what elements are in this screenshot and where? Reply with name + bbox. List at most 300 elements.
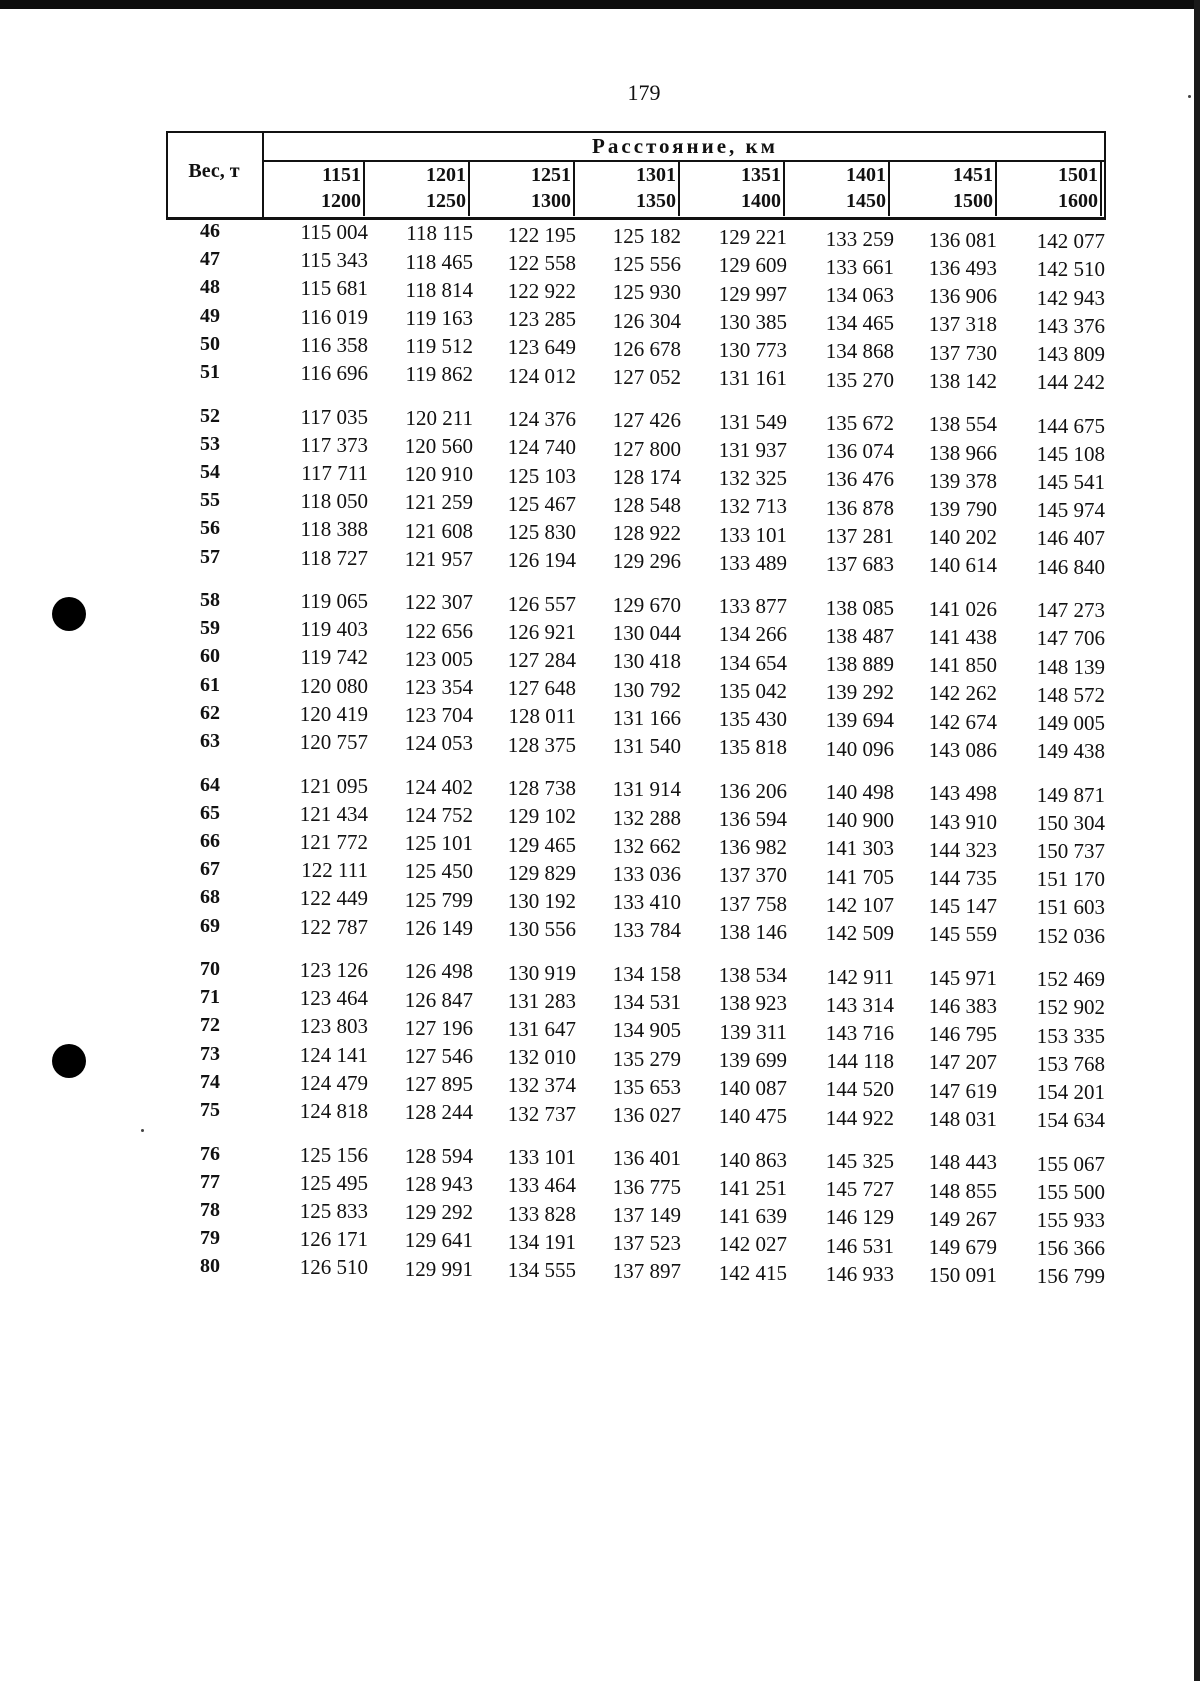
- table-cell: 144 735: [928, 865, 997, 890]
- row-weight: 56: [200, 517, 220, 540]
- row-weight: 49: [200, 304, 220, 327]
- table-cell: 146 933: [825, 1261, 894, 1286]
- row-weight: 51: [200, 361, 220, 383]
- distance-range-header: [789, 162, 894, 217]
- table-cell: 146 795: [928, 1022, 997, 1047]
- table-cell: 127 895: [404, 1072, 473, 1097]
- table-cell: 148 855: [928, 1178, 997, 1203]
- table-cell: 115 004: [300, 220, 368, 244]
- page-number: 179: [627, 80, 661, 105]
- table-cell: 144 118: [826, 1049, 894, 1074]
- range-from: 1301: [636, 164, 676, 186]
- table-cell: 126 678: [612, 336, 681, 361]
- range-divider: [363, 162, 365, 216]
- table-cell: 141 303: [825, 836, 894, 861]
- table-cell: 123 005: [404, 646, 473, 671]
- table-cell: 146 531: [825, 1233, 894, 1258]
- table-cell: 125 930: [612, 280, 681, 305]
- table-cell: 131 283: [507, 988, 576, 1013]
- distance-range-header: [894, 162, 1001, 217]
- table-cell: 119 403: [300, 617, 368, 642]
- table-cell: 147 207: [928, 1050, 997, 1075]
- table-cell: 124 752: [404, 803, 473, 827]
- table-cell: 124 053: [404, 731, 473, 756]
- table-cell: 127 546: [404, 1043, 473, 1068]
- table-cell: 147 619: [928, 1078, 997, 1103]
- row-weight: 52: [200, 404, 220, 427]
- row-weight: 50: [200, 332, 220, 355]
- table-cell: 125 450: [404, 859, 473, 884]
- row-weight: 48: [200, 276, 220, 299]
- table-cell: 115 343: [300, 248, 368, 273]
- table-cell: 131 540: [612, 733, 681, 758]
- table-cell: 129 997: [718, 281, 787, 306]
- table-cell: 126 921: [507, 619, 576, 644]
- scan-edge-right: [1194, 0, 1200, 1681]
- table-cell: 149 005: [1036, 710, 1105, 735]
- table-cell: 125 833: [299, 1198, 368, 1223]
- table-cell: 135 818: [718, 735, 787, 760]
- distance-range-header: [264, 162, 369, 217]
- table-cell: 144 242: [1036, 370, 1105, 395]
- table-cell: 123 354: [404, 674, 473, 699]
- row-weight: 46: [200, 220, 220, 242]
- table-cell: 154 201: [1036, 1079, 1105, 1104]
- table-cell: 135 653: [612, 1074, 681, 1099]
- table-cell: 135 279: [612, 1046, 681, 1071]
- table-cell: 139 790: [928, 496, 997, 521]
- row-weight: 71: [200, 986, 220, 1009]
- table-cell: 138 889: [825, 651, 894, 676]
- table-cell: 133 101: [718, 522, 787, 547]
- table-cell: 133 259: [825, 226, 894, 251]
- table-cell: 118 465: [405, 249, 473, 274]
- row-weight: 57: [200, 545, 220, 568]
- weight-column-header: Вес, т: [188, 160, 240, 182]
- table-cell: 144 520: [825, 1077, 894, 1102]
- table-cell: 129 641: [404, 1228, 473, 1253]
- distance-range-header: [579, 162, 684, 217]
- table-cell: 136 878: [825, 495, 894, 520]
- table-cell: 134 905: [612, 1018, 681, 1043]
- table-cell: 156 799: [1036, 1264, 1105, 1289]
- table-cell: 133 489: [718, 550, 787, 575]
- table-cell: 143 716: [825, 1020, 894, 1045]
- table-cell: 128 011: [508, 704, 576, 729]
- row-weight: 63: [200, 730, 220, 752]
- table-cell: 125 830: [507, 519, 576, 544]
- table-cell: 145 971: [928, 965, 997, 990]
- table-cell: 130 044: [612, 621, 681, 646]
- table-cell: 132 288: [612, 805, 681, 830]
- table-cell: 145 559: [928, 922, 997, 947]
- table-cell: 117 373: [300, 432, 368, 457]
- table-cell: 124 141: [299, 1042, 368, 1067]
- table-cell: 150 091: [928, 1263, 997, 1288]
- table-cell: 143 498: [928, 781, 997, 806]
- table-cell: 137 897: [612, 1259, 681, 1284]
- table-cell: 148 139: [1036, 654, 1105, 679]
- table-cell: 139 699: [718, 1047, 787, 1072]
- table-cell: 150 304: [1036, 810, 1105, 835]
- row-weight: 62: [200, 701, 220, 724]
- table-cell: 130 919: [507, 960, 576, 985]
- table-cell: 129 609: [718, 253, 787, 278]
- table-cell: 123 285: [507, 307, 576, 332]
- range-divider: [468, 162, 470, 216]
- table-cell: 132 737: [507, 1101, 576, 1126]
- table-cell: 128 738: [507, 776, 576, 801]
- table-cell: 115 681: [300, 276, 368, 301]
- table-cell: 141 251: [718, 1175, 787, 1200]
- row-weight: 73: [200, 1042, 220, 1065]
- range-to: 1350: [636, 190, 676, 212]
- range-to: 1500: [953, 190, 993, 212]
- table-cell: 120 560: [404, 434, 473, 458]
- table-cell: 141 438: [928, 625, 997, 649]
- table-cell: 126 304: [612, 308, 681, 333]
- table-cell: 125 103: [507, 463, 576, 488]
- table-cell: 143 314: [825, 992, 894, 1017]
- table-cell: 144 675: [1036, 413, 1105, 438]
- range-to: 1250: [426, 190, 466, 212]
- table-cell: 152 469: [1036, 967, 1105, 992]
- table-cell: 133 101: [507, 1145, 576, 1170]
- table-cell: 141 705: [825, 864, 894, 889]
- row-weight: 69: [200, 914, 220, 937]
- table-cell: 142 027: [718, 1232, 787, 1257]
- table-cell: 146 129: [825, 1205, 894, 1230]
- table-cell: 133 036: [612, 862, 681, 886]
- table-cell: 117 035: [300, 404, 368, 429]
- table-cell: 125 101: [404, 831, 473, 856]
- table-cell: 147 273: [1036, 598, 1105, 623]
- table-cell: 133 410: [612, 890, 681, 915]
- table-cell: 145 325: [825, 1149, 894, 1173]
- table-cell: 121 608: [404, 518, 473, 543]
- table-cell: 134 158: [612, 961, 681, 986]
- table-cell: 116 696: [300, 361, 368, 385]
- table-cell: 118 388: [300, 517, 368, 542]
- row-weight: 47: [200, 248, 220, 271]
- row-weight: 74: [200, 1070, 220, 1093]
- table-cell: 132 662: [612, 833, 681, 858]
- table-cell: 144 922: [825, 1105, 894, 1130]
- table-cell: 116 019: [300, 304, 368, 329]
- table-cell: 125 182: [612, 223, 681, 248]
- table-cell: 125 556: [612, 252, 681, 277]
- table-cell: 136 081: [928, 227, 997, 252]
- range-divider: [888, 162, 890, 216]
- table-cell: 136 594: [718, 806, 787, 831]
- table-cell: 142 911: [826, 964, 894, 989]
- table-cell: 122 111: [301, 858, 368, 883]
- table-cell: 130 418: [612, 649, 681, 674]
- range-to: 1200: [321, 190, 361, 212]
- table-cell: 137 318: [928, 312, 997, 337]
- table-cell: 129 829: [507, 860, 576, 885]
- table-cell: 136 775: [612, 1174, 681, 1199]
- row-weight: 70: [200, 958, 220, 980]
- row-weight: 53: [200, 432, 220, 455]
- row-weight: 66: [200, 829, 220, 852]
- punch-hole: [52, 1044, 86, 1078]
- table-cell: 133 877: [718, 594, 787, 619]
- table-cell: 136 906: [928, 284, 997, 309]
- table-cell: 142 943: [1036, 285, 1105, 310]
- table-cell: 119 512: [405, 334, 473, 359]
- table-cell: 136 027: [612, 1102, 681, 1127]
- table-cell: 136 982: [718, 835, 787, 860]
- table-cell: 149 679: [928, 1234, 997, 1259]
- row-weight: 54: [200, 460, 220, 483]
- table-cell: 121 434: [299, 801, 368, 826]
- table-cell: 149 871: [1036, 782, 1105, 807]
- table-cell: 138 085: [825, 595, 894, 620]
- table-cell: 148 572: [1036, 682, 1105, 707]
- table-cell: 137 683: [825, 552, 894, 576]
- range-divider: [995, 162, 997, 216]
- table-cell: 140 614: [928, 553, 997, 578]
- table-cell: 153 768: [1036, 1051, 1105, 1076]
- table-cell: 132 325: [718, 466, 787, 491]
- table-cell: 119 065: [300, 589, 368, 613]
- row-weight: 78: [200, 1198, 220, 1221]
- table-cell: 132 010: [507, 1045, 576, 1070]
- range-to: 1400: [741, 190, 781, 212]
- row-weight: 75: [200, 1099, 220, 1121]
- table-cell: 135 672: [825, 411, 894, 435]
- table-cell: 122 195: [507, 222, 576, 247]
- range-divider: [783, 162, 785, 216]
- table-cell: 128 943: [404, 1172, 473, 1196]
- table-cell: 135 270: [825, 367, 894, 392]
- table-cell: 138 534: [718, 963, 787, 988]
- table-cell: 149 438: [1036, 739, 1105, 764]
- table-cell: 145 108: [1036, 441, 1105, 466]
- table-cell: 120 080: [299, 673, 368, 698]
- table-cell: 126 510: [299, 1255, 368, 1280]
- table-cell: 140 087: [718, 1076, 787, 1100]
- table-cell: 134 465: [825, 311, 894, 336]
- table-cell: 127 800: [612, 436, 681, 461]
- table-cell: 135 042: [718, 678, 787, 703]
- table-cell: 139 292: [825, 680, 894, 705]
- table-cell: 130 192: [507, 888, 576, 913]
- table-cell: 146 383: [928, 994, 997, 1018]
- table-cell: 137 730: [928, 340, 997, 365]
- table-cell: 143 086: [928, 737, 997, 762]
- table-cell: 131 914: [612, 777, 681, 802]
- row-weight: 59: [200, 617, 220, 640]
- table-cell: 126 557: [507, 591, 576, 616]
- distance-range-header: [684, 162, 789, 217]
- table-cell: 136 476: [825, 467, 894, 492]
- range-from: 1401: [846, 164, 886, 186]
- distance-column-header: Расстояние, км: [592, 134, 778, 158]
- table-cell: 152 036: [1036, 923, 1105, 948]
- table-cell: 126 194: [507, 548, 576, 573]
- table-cell: 139 694: [825, 708, 894, 733]
- table-cell: 135 430: [718, 707, 787, 731]
- table-cell: 123 704: [404, 703, 473, 728]
- table-cell: 122 449: [299, 886, 368, 911]
- row-weight: 79: [200, 1227, 220, 1250]
- table-cell: 118 814: [405, 277, 473, 302]
- range-divider: [678, 162, 680, 216]
- table-cell: 124 740: [507, 435, 576, 460]
- table-cell: 118 050: [300, 489, 368, 514]
- table-cell: 121 957: [404, 546, 473, 571]
- table-cell: 116 358: [300, 332, 368, 357]
- table-cell: 146 407: [1036, 526, 1105, 551]
- table-cell: 142 674: [928, 709, 997, 734]
- table-cell: 138 142: [928, 368, 997, 393]
- table-cell: 123 803: [299, 1014, 368, 1039]
- table-cell: 117 711: [301, 460, 368, 485]
- table-cell: 151 603: [1036, 895, 1105, 920]
- table-cell: 152 902: [1036, 995, 1105, 1020]
- table-cell: 146 840: [1036, 554, 1105, 579]
- table-cell: 145 974: [1036, 498, 1105, 523]
- range-divider: [573, 162, 575, 216]
- table-cell: 129 292: [404, 1200, 473, 1225]
- table-cell: 143 376: [1036, 313, 1105, 338]
- table-cell: 134 654: [718, 650, 787, 675]
- table-cell: 123 126: [299, 958, 368, 982]
- table-cell: 129 102: [507, 804, 576, 829]
- table-cell: 141 026: [928, 596, 997, 621]
- row-weight: 72: [200, 1014, 220, 1037]
- row-weight: 60: [200, 645, 220, 668]
- table-cell: 137 523: [612, 1231, 681, 1255]
- scan-edge-top: [0, 0, 1200, 9]
- table-cell: 140 900: [825, 808, 894, 833]
- table-cell: 149 267: [928, 1206, 997, 1231]
- table-cell: 133 464: [507, 1173, 576, 1198]
- table-cell: 142 107: [825, 892, 894, 917]
- table-cell: 124 818: [299, 1099, 368, 1123]
- table-cell: 134 868: [825, 339, 894, 364]
- table-cell: 124 376: [507, 407, 576, 432]
- table-cell: 120 757: [299, 730, 368, 754]
- table-cell: 128 548: [612, 493, 681, 517]
- table-cell: 126 847: [404, 987, 473, 1012]
- table-cell: 138 487: [825, 623, 894, 648]
- table-cell: 126 498: [404, 959, 473, 984]
- table-cell: 142 510: [1036, 257, 1105, 282]
- table-cell: 134 531: [612, 990, 681, 1015]
- table-cell: 142 509: [825, 921, 894, 945]
- range-from: 1201: [426, 164, 466, 186]
- table-cell: 129 296: [612, 549, 681, 574]
- range-from: 1351: [741, 164, 781, 186]
- table-cell: 140 863: [718, 1147, 787, 1172]
- table-cell: 132 374: [507, 1073, 576, 1098]
- table-cell: 131 161: [718, 366, 787, 391]
- row-weight: 65: [200, 801, 220, 824]
- table-cell: 125 495: [299, 1170, 368, 1195]
- table-cell: 156 366: [1036, 1236, 1105, 1261]
- table-cell: 120 910: [404, 462, 473, 487]
- row-weight: 67: [200, 858, 220, 881]
- table-cell: 118 727: [300, 545, 368, 570]
- table-cell: 119 862: [405, 362, 473, 387]
- table-cell: 128 375: [507, 732, 576, 757]
- row-weight: 61: [200, 673, 220, 696]
- table-cell: 123 464: [299, 986, 368, 1011]
- table-cell: 133 661: [825, 254, 894, 279]
- table-cell: 155 500: [1036, 1179, 1105, 1204]
- row-weight: 80: [200, 1255, 220, 1278]
- table-cell: 120 211: [405, 405, 473, 430]
- table-cell: 129 221: [718, 225, 787, 250]
- table-cell: 129 670: [612, 592, 681, 617]
- table-cell: 130 773: [718, 338, 787, 362]
- table-cell: 133 784: [612, 918, 681, 943]
- table-cell: 131 937: [718, 437, 787, 462]
- table-cell: 118 115: [406, 221, 473, 246]
- table-cell: 142 262: [928, 681, 997, 706]
- table-cell: 155 067: [1036, 1151, 1105, 1176]
- table-cell: 154 634: [1036, 1108, 1105, 1133]
- table-cell: 145 147: [928, 894, 997, 919]
- scan-speck: [141, 1129, 144, 1132]
- table-cell: 127 052: [612, 364, 681, 389]
- table-cell: 133 828: [507, 1201, 576, 1226]
- table-cell: 122 656: [404, 618, 473, 643]
- range-to: 1600: [1058, 190, 1098, 212]
- table-cell: 138 923: [718, 991, 787, 1016]
- table-cell: 129 465: [507, 832, 576, 857]
- table-cell: 143 910: [928, 809, 997, 834]
- row-weight: 77: [200, 1170, 220, 1193]
- table-cell: 126 149: [404, 915, 473, 940]
- table-cell: 124 479: [299, 1070, 368, 1095]
- table-cell: 131 549: [718, 409, 787, 434]
- distance-range-header: [369, 162, 474, 217]
- table-cell: 119 163: [405, 305, 473, 330]
- table-cell: 137 370: [718, 863, 787, 888]
- table-cell: 122 307: [404, 590, 473, 615]
- table-cell: 126 171: [299, 1227, 368, 1252]
- range-from: 1251: [531, 164, 571, 186]
- table-cell: 140 202: [928, 525, 997, 550]
- row-weight: 55: [200, 489, 220, 512]
- range-to: 1450: [846, 190, 886, 212]
- table-cell: 125 799: [404, 887, 473, 912]
- distance-range-header: [1001, 162, 1106, 217]
- range-from: 1151: [322, 164, 361, 186]
- table-cell: 127 648: [507, 676, 576, 701]
- table-cell: 124 402: [404, 774, 473, 799]
- table-cell: 129 991: [404, 1256, 473, 1281]
- table-cell: 145 541: [1036, 470, 1105, 494]
- table-cell: 130 792: [612, 677, 681, 702]
- table-cell: 122 787: [299, 914, 368, 939]
- row-weight: 68: [200, 886, 220, 909]
- table-cell: 130 556: [507, 917, 576, 942]
- range-from: 1501: [1058, 164, 1098, 186]
- table-cell: 120 419: [299, 701, 368, 726]
- table-cell: 136 074: [825, 439, 894, 464]
- table-cell: 151 170: [1036, 867, 1105, 892]
- table-cell: 131 647: [507, 1017, 576, 1041]
- row-weight: 58: [200, 589, 220, 611]
- table-cell: 124 012: [507, 363, 576, 388]
- table-cell: 148 031: [928, 1106, 997, 1131]
- table-cell: 121 259: [404, 490, 473, 515]
